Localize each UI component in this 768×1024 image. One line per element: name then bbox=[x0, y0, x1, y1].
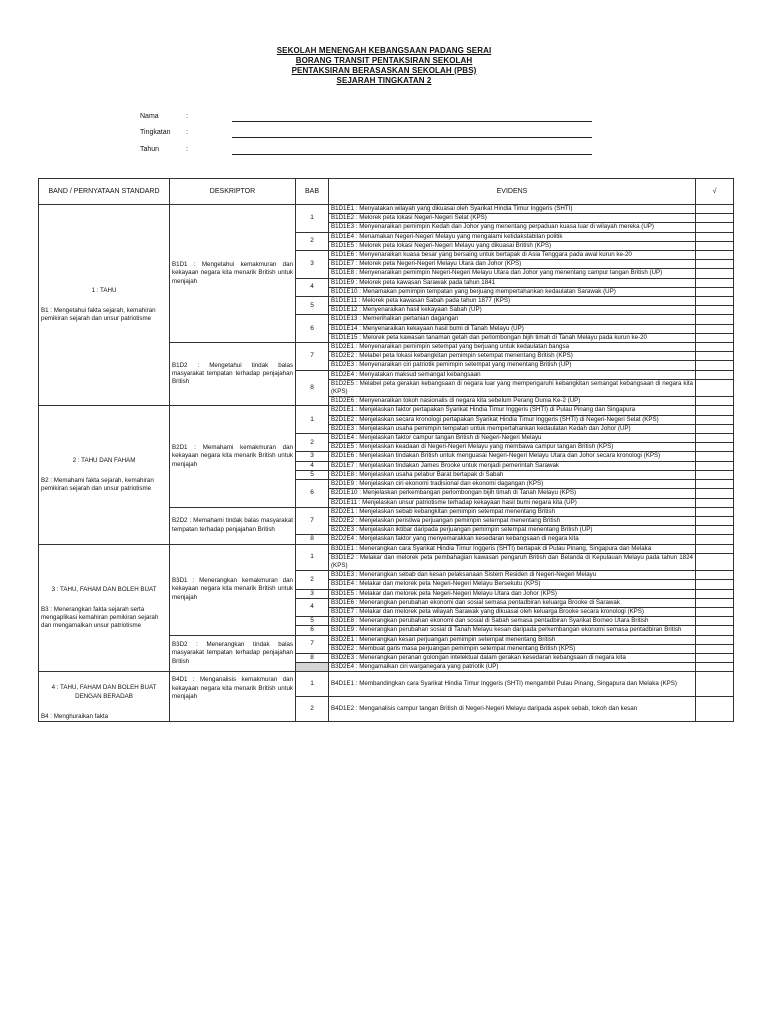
evidence-cell: B2D2E4 : Menjelaskan faktor yang menyemarakkan kesedaran kebangsaan di negara kita bbox=[329, 535, 696, 544]
band-2-statement: B2 : Memahami fakta sejarah, kemahiran pemikiran sejarah dan unsur patriotisme bbox=[41, 476, 154, 493]
evidence-cell: B1D1E11 : Melorek peta kawasan Sabah pada tahun 1877 (KPS) bbox=[329, 297, 696, 306]
bab-cell: 5 bbox=[296, 617, 329, 626]
bab-cell: 2 bbox=[296, 571, 329, 589]
bab-cell: 2 bbox=[296, 697, 329, 722]
check-cell[interactable] bbox=[696, 205, 734, 214]
tingkatan-field[interactable] bbox=[232, 137, 592, 138]
evidence-cell: B1D1E5 : Melorek peta lokasi Negeri-Negeri Melayu yang dikuasai British (KPS) bbox=[329, 241, 696, 250]
descriptor-b1d1: B1D1 : Mengetahui kemakmuran dan kekayaan negara kita menarik British untuk menjajah bbox=[170, 205, 296, 343]
bab-cell: 3 bbox=[296, 589, 329, 598]
evidence-cell: B1D1E10 : Menamakan pemimpin tempatan yang berjuang mempertahankan kedaulatan Sarawak (UP) bbox=[329, 287, 696, 296]
evidence-cell: B1D2E1 : Menyenaraikan pemimpin setempat yang berjuang untuk kedaulatan bangsa bbox=[329, 343, 696, 352]
check-cell[interactable] bbox=[696, 470, 734, 479]
check-cell[interactable] bbox=[696, 535, 734, 544]
evidence-cell: B1D1E7 : Melorek peta Negeri-Negeri Melayu Utara dan Johor (KPS) bbox=[329, 260, 696, 269]
evidence-cell: B2D1E2 : Menjelaskan secara kronologi pertapakan Syarikat Hindia Timur Inggeris (SHTI) di Negeri-Negeri Selat (KPS) bbox=[329, 415, 696, 424]
check-cell[interactable] bbox=[696, 415, 734, 424]
nama-field[interactable] bbox=[232, 121, 592, 122]
document-header bbox=[0, 46, 768, 86]
evidence-cell: B4D1E1 : Membandingkan cara Syarikat Hindia Timur Inggeris (SHTI) mengambil Pulau Pinang, Singapura dan Melaka (KPS) bbox=[329, 672, 696, 697]
check-header: √ bbox=[696, 179, 734, 205]
band-2-title: 2 : TAHU DAN FAHAM bbox=[72, 456, 136, 464]
evidence-cell: B2D2E2 : Menjelaskan peristiwa perjuangan pemimpin setempat menentang British bbox=[329, 516, 696, 525]
check-cell[interactable] bbox=[696, 397, 734, 406]
tingkatan-colon: : bbox=[186, 129, 188, 136]
bab-cell: 6 bbox=[296, 315, 329, 343]
subject-title: SEJARAH TINGKATAN 2 bbox=[336, 76, 432, 85]
check-cell[interactable] bbox=[696, 434, 734, 443]
check-cell[interactable] bbox=[696, 297, 734, 306]
check-cell[interactable] bbox=[696, 571, 734, 580]
evidence-cell: B1D1E3 : Menyenaraikan pemimpin Kedah dan Johor yang menentang perpaduan kuasa luar di wilayah mereka (UP) bbox=[329, 223, 696, 232]
band-header: BAND / PERNYATAAN STANDARD bbox=[39, 179, 170, 205]
check-cell[interactable] bbox=[696, 526, 734, 535]
band-3-statement: B3 : Menerangkan fakta sejarah serta mengaplikasi kemahiran pemikiran sejarah dan mengamalkan unsur patriotisme bbox=[41, 605, 159, 630]
check-cell[interactable] bbox=[696, 626, 734, 635]
bab-cell: 1 bbox=[296, 544, 329, 571]
evidence-cell: B1D1E6 : Menyenaraikan kuasa besar yang bersaing untuk bertapak di Asia Tenggara pada awal kurun ke-20 bbox=[329, 251, 696, 260]
band-3-cell bbox=[39, 544, 170, 672]
check-cell[interactable] bbox=[696, 635, 734, 644]
school-name: SEKOLAH MENENGAH KEBANGSAAN PADANG SERAI bbox=[276, 46, 492, 55]
check-cell[interactable] bbox=[696, 241, 734, 250]
check-cell[interactable] bbox=[696, 333, 734, 342]
table-header-row bbox=[39, 179, 734, 205]
bab-cell: 1 bbox=[296, 406, 329, 434]
evidence-cell: B3D1E3 : Menerangkan sebab dan kesan pelaksanaan Sistem Residen di Negeri-Negeri Melayu bbox=[329, 571, 696, 580]
check-cell[interactable] bbox=[696, 507, 734, 516]
check-cell[interactable] bbox=[696, 278, 734, 287]
bab-cell: 8 bbox=[296, 370, 329, 406]
band-2-cell bbox=[39, 406, 170, 544]
evidence-cell: B2D1E9 : Menjelaskan ciri ekonomi tradisional dan ekonomi dagangan (KPS) bbox=[329, 480, 696, 489]
check-cell[interactable] bbox=[696, 232, 734, 241]
bab-cell: 4 bbox=[296, 461, 329, 470]
evidence-cell: B3D1E2 : Melakar dan melorek peta pembahagian kawasan pengaruh British dan Belanda di Kepulauan Melayu pada tahun 1824 (KPS) bbox=[329, 553, 696, 570]
descriptor-b2d1: B2D1 : Memahami kemakmuran dan kekayaan negara kita menarik British untuk menjajah bbox=[170, 406, 296, 507]
evidence-cell: B2D1E1 : Menjelaskan faktor pertapakan Syarikat Hindia Timur Inggeris (SHTI) di Pulau Pinang dan Singapura bbox=[329, 406, 696, 415]
bab-cell: 8 bbox=[296, 535, 329, 544]
evidence-cell: B1D2E4 : Menyatakan maksud semangat kebangsaan bbox=[329, 370, 696, 379]
evidence-cell: B3D1E9 : Menerangkan perubahan sosial di Tanah Melayu kesan daripada perkembangan ekonomi semasa pentadbiran British bbox=[329, 626, 696, 635]
evidence-cell: B2D1E8 : Menjelaskan usaha pelabur Barat bertapak di Sabah bbox=[329, 470, 696, 479]
evidence-cell: B3D2E4 : Mengamalkan ciri warganegara yang patriotik (UP) bbox=[329, 663, 696, 672]
band-4-title: 4 : TAHU, FAHAM DAN BOLEH BUAT DENGAN BERADAB bbox=[51, 684, 157, 700]
evidence-cell: B2D1E3 : Menjelaskan usaha pemimpin tempatan untuk mempertahankan kedaulatan Kedah dan Johor (UP) bbox=[329, 424, 696, 433]
evidence-cell: B1D1E1 : Menyatakan wilayah yang dikuasai oleh Syarikat Hindia Timur Inggeris (SHTI) bbox=[329, 205, 696, 214]
bab-cell: 7 bbox=[296, 635, 329, 653]
check-cell[interactable] bbox=[696, 352, 734, 361]
nama-colon: : bbox=[186, 113, 188, 120]
bab-cell: 4 bbox=[296, 278, 329, 296]
assessment-title: PENTAKSIRAN BERASASKAN SEKOLAH (PBS) bbox=[291, 66, 477, 75]
check-cell[interactable] bbox=[696, 461, 734, 470]
evidence-cell: B1D1E2 : Melorek peta lokasi Negeri-Negeri Selat (KPS) bbox=[329, 214, 696, 223]
bab-cell: 5 bbox=[296, 470, 329, 479]
bab-cell: 4 bbox=[296, 598, 329, 616]
evidence-cell: B1D1E14 : Menyenaraikan kekayaan hasil bumi di Tanah Melayu (UP) bbox=[329, 324, 696, 333]
check-cell[interactable] bbox=[696, 452, 734, 461]
evidence-cell: B2D1E10 : Menjelaskan perkembangan perlombongan bijih timah di Tanah Melayu (KPS) bbox=[329, 489, 696, 498]
evidens-header: EVIDENS bbox=[329, 179, 696, 205]
table-row bbox=[39, 672, 734, 697]
descriptor-b3d1: B3D1 : Menerangkan kemakmuran dan kekayaan negara kita menarik British untuk menjajah bbox=[170, 544, 296, 635]
evidence-cell: B4D1E2 : Menganalisis campur tangan British di Negeri-Negeri Melayu daripada aspek sebab, tokoh dan kesan bbox=[329, 697, 696, 722]
evidence-cell: B3D1E6 : Menerangkan perubahan ekonomi dan sosial semasa pentadbiran keluarga Brooke di Sarawak bbox=[329, 598, 696, 607]
band-4-statement: B4 : Menghuraikan fakta bbox=[41, 712, 109, 720]
check-cell[interactable] bbox=[696, 223, 734, 232]
check-cell[interactable] bbox=[696, 653, 734, 662]
evidence-cell: B2D1E7 : Menjelaskan tindakan James Brooke untuk menjadi pemerintah Sarawak bbox=[329, 461, 696, 470]
bab-cell: 1 bbox=[296, 205, 329, 233]
evidence-cell: B2D1E11 : Menjelaskan unsur patriotisme terhadap kekayaan hasil bumi negara kita (UP) bbox=[329, 498, 696, 507]
evidence-cell: B1D2E2 : Melabel peta lokasi kebangkitan pemimpin setempat menentang British (KPS) bbox=[329, 352, 696, 361]
evidence-cell: B2D2E3 : Menjelaskan iktibar daripada perjuangan pemimpin setempat menentang British (UP) bbox=[329, 526, 696, 535]
bab-cell: 6 bbox=[296, 480, 329, 508]
check-cell[interactable] bbox=[696, 607, 734, 616]
evidence-cell: B2D1E5 : Menjelaskan keadaan di Negeri-Negeri Melayu yang membawa campur tangan British (KPS) bbox=[329, 443, 696, 452]
check-cell[interactable] bbox=[696, 489, 734, 498]
table-row bbox=[39, 406, 734, 415]
bab-cell-empty bbox=[296, 663, 329, 672]
bab-cell: 7 bbox=[296, 507, 329, 535]
check-cell[interactable] bbox=[696, 498, 734, 507]
check-cell[interactable] bbox=[696, 553, 734, 570]
band-1-title: 1 : TAHU bbox=[91, 286, 117, 294]
band-1-cell bbox=[39, 205, 170, 406]
check-cell[interactable] bbox=[696, 370, 734, 379]
bab-cell: 7 bbox=[296, 343, 329, 371]
check-cell[interactable] bbox=[696, 260, 734, 269]
evidence-cell: B1D1E13 : Memerihalkan pertanian dagangan bbox=[329, 315, 696, 324]
evidence-table bbox=[38, 178, 734, 722]
tingkatan-label: Tingkatan bbox=[140, 129, 171, 136]
evidence-cell: B3D2E3 : Menerangkan peranan golongan intelektual dalam gerakan kesedaran kebangsaan di negara kita bbox=[329, 653, 696, 662]
check-cell[interactable] bbox=[696, 663, 734, 672]
descriptor-b1d2: B1D2 : Mengetahui tindak balas masyarakat tempatan terhadap penjajahan British bbox=[170, 343, 296, 406]
bab-cell: 6 bbox=[296, 626, 329, 635]
check-cell[interactable] bbox=[696, 598, 734, 607]
check-cell[interactable] bbox=[696, 544, 734, 553]
check-cell[interactable] bbox=[696, 306, 734, 315]
check-cell[interactable] bbox=[696, 406, 734, 415]
evidence-cell: B2D1E6 : Menjelaskan tindakan British untuk menguasai Negeri-Negeri Melayu Utara dan Johor secara kronologi (KPS) bbox=[329, 452, 696, 461]
bab-cell: 2 bbox=[296, 434, 329, 452]
evidence-cell: B3D1E5 : Melakar dan melorek peta Negeri-Negeri Melayu Utara dan Johor (KPS) bbox=[329, 589, 696, 598]
evidence-cell: B1D2E6 : Menyenaraikan tokoh nasionalis di negara kita sebelum Perang Dunia Ke-2 (UP) bbox=[329, 397, 696, 406]
band-3-title: 3 : TAHU, FAHAM DAN BOLEH BUAT bbox=[51, 585, 157, 593]
descriptor-b4d1: B4D1 : Menganalisis kemakmuran dan kekayaan negara kita menarik British untuk menjajah bbox=[170, 672, 296, 722]
nama-label: Nama bbox=[140, 113, 159, 120]
bab-cell: 3 bbox=[296, 251, 329, 279]
check-cell[interactable] bbox=[696, 251, 734, 260]
check-cell[interactable] bbox=[696, 361, 734, 370]
check-cell[interactable] bbox=[696, 324, 734, 333]
tahun-field[interactable] bbox=[232, 154, 592, 155]
evidence-cell: B1D2E3 : Menyenaraikan ciri patriotik pemimpin setempat yang menentang British (UP) bbox=[329, 361, 696, 370]
evidence-cell: B2D2E1 : Menjelaskan sebab kebangkitan pemimpin setempat menentang British bbox=[329, 507, 696, 516]
band-4-cell bbox=[39, 672, 170, 722]
evidence-cell: B1D2E5 : Melabel peta gerakan kebangsaan di negara luar yang mempengaruhi kebangkitan semangat kebangsaan di negara kita (KPS) bbox=[329, 379, 696, 396]
evidence-cell: B3D1E1 : Menerangkan cara Syarikat Hindia Timur Inggeris (SHTI) bertapak di Pulau Pinang, Singapura dan Melaka bbox=[329, 544, 696, 553]
check-cell[interactable] bbox=[696, 343, 734, 352]
bab-cell: 2 bbox=[296, 232, 329, 250]
check-cell[interactable] bbox=[696, 697, 734, 722]
check-cell[interactable] bbox=[696, 516, 734, 525]
check-cell[interactable] bbox=[696, 672, 734, 697]
deskriptor-header: DESKRIPTOR bbox=[170, 179, 296, 205]
check-cell[interactable] bbox=[696, 424, 734, 433]
evidence-cell: B3D2E2 : Membuat garis masa perjuangan pemimpin setempat menentang British (KPS) bbox=[329, 644, 696, 653]
evidence-cell: B1D1E4 : Menamakan Negeri-Negeri Melayu yang mengalami ketidakstabilan politik bbox=[329, 232, 696, 241]
check-cell[interactable] bbox=[696, 315, 734, 324]
check-cell[interactable] bbox=[696, 480, 734, 489]
check-cell[interactable] bbox=[696, 580, 734, 589]
evidence-cell: B1D1E9 : Melorek peta kawasan Sarawak pada tahun 1841 bbox=[329, 278, 696, 287]
bab-cell: 1 bbox=[296, 672, 329, 697]
check-cell[interactable] bbox=[696, 287, 734, 296]
evidence-cell: B3D1E8 : Menerangkan perubahan ekonomi dan sosial di Sabah semasa pentadbiran Syarikat Borneo Utara British bbox=[329, 617, 696, 626]
bab-header: BAB bbox=[296, 179, 329, 205]
band-1-statement: B1 : Mengetahui fakta sejarah, kemahiran pemikiran sejarah dan unsur patriotisme bbox=[41, 307, 156, 323]
table-row bbox=[39, 544, 734, 553]
table-row bbox=[39, 205, 734, 214]
bab-cell: 8 bbox=[296, 653, 329, 662]
bab-cell: 5 bbox=[296, 297, 329, 315]
bab-cell: 3 bbox=[296, 452, 329, 461]
tahun-colon: : bbox=[186, 146, 188, 153]
check-cell[interactable] bbox=[696, 644, 734, 653]
evidence-cell: B1D1E12 : Menyenaraikan hasil kekayaan Sabah (UP) bbox=[329, 306, 696, 315]
check-cell[interactable] bbox=[696, 617, 734, 626]
check-cell[interactable] bbox=[696, 269, 734, 278]
check-cell[interactable] bbox=[696, 379, 734, 396]
descriptor-b2d2: B2D2 : Memahami tindak balas masyarakat tempatan terhadap penjajahan British bbox=[170, 507, 296, 544]
evidence-cell: B2D1E4 : Menjelaskan faktor campur tangan British di Negeri-Negeri Melayu bbox=[329, 434, 696, 443]
check-cell[interactable] bbox=[696, 589, 734, 598]
evidence-cell: B3D1E7 : Melakar dan melorek peta wilayah Sarawak yang dikuasai oleh keluarga Brooke secara kronologi (KPS) bbox=[329, 607, 696, 616]
evidence-cell: B3D1E4 : Melakar dan melorek peta Negeri-Negeri Melayu Bersekutu (KPS) bbox=[329, 580, 696, 589]
descriptor-b3d2: B3D2 : Menerangkan tindak balas masyarakat tempatan terhadap penjajahan British bbox=[170, 635, 296, 672]
evidence-cell: B1D1E8 : Menyenaraikan pemimpin Negeri-Negeri Melayu Utara dan Johor yang menentang campur tangan British (UP) bbox=[329, 269, 696, 278]
tahun-label: Tahun bbox=[140, 146, 160, 153]
form-title: BORANG TRANSIT PENTAKSIRAN SEKOLAH bbox=[295, 56, 473, 65]
check-cell[interactable] bbox=[696, 443, 734, 452]
evidence-cell: B1D1E15 : Melorek peta kawasan tanaman getah dan perlombongan bijih timah di Tanah Melayu pada kurun ke-20 bbox=[329, 333, 696, 342]
evidence-cell: B3D2E1 : Menerangkan kesan perjuangan pemimpin setempat menentang British bbox=[329, 635, 696, 644]
check-cell[interactable] bbox=[696, 214, 734, 223]
